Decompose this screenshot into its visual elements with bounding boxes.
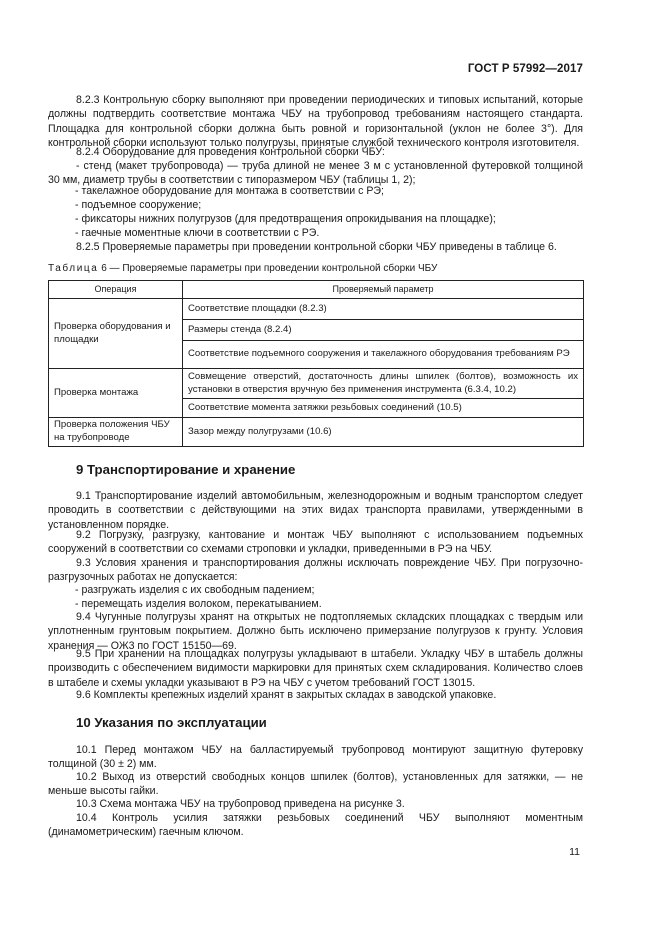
table-caption — [48, 262, 437, 276]
list-item: - стенд (макет трубопровода) — труба длиной не менее 3 м с установленной футеровкой толщиной 30 мм, диаметр трубы в соответствии с типоразмером ЧБУ (таблицы 1, 2); — [48, 160, 583, 187]
parameter-cell: Зазор между полугрузами (10.6) — [183, 418, 584, 447]
list-item: - такелажное оборудование для монтажа в соответствии с РЭ; — [75, 185, 384, 197]
paragraph-9-1: 9.1 Транспортирование изделий автомобильным, железнодорожным и водным транспортом следует проводить в соответствии с действующими на этих видах транспорта правилами, утвержденными в установленном порядке. — [48, 490, 583, 531]
paragraph-8-2-5: 8.2.5 Проверяемые параметры при проведении контрольной сборки ЧБУ приведены в таблице 6. — [76, 241, 557, 253]
paragraph-10-1: 10.1 Перед монтажом ЧБУ на балластируемый трубопровод монтируют защитную футеровку толщиной (30 ± 2) мм. — [48, 744, 583, 771]
paragraph-9-3: 9.3 Условия хранения и транспортирования должны исключать повреждение ЧБУ. При погрузочно-разгрузочных работах не допускается: — [48, 557, 583, 584]
list-item: - гаечные моментные ключи в соответствии с РЭ. — [75, 227, 320, 239]
paragraph-9-4: 9.4 Чугунные полугрузы хранят на открытых не подтопляемых складских площадках с твердым или уплотненным грунтовым покрытием. Должно быть исключено примерзание полугрузов к грунту. Условия хранения — ОЖ3 по ГОСТ 15150—69. — [48, 611, 583, 652]
section-9-heading: 9 Транспортирование и хранение — [76, 462, 296, 477]
table-row — [49, 369, 584, 399]
paragraph-9-5: 9.5 При хранении на площадках полугрузы укладывают в штабели. Укладку ЧБУ в штабель должны производить с обеспечением видимости маркировки для принятых схем складирования. Количество слоев в штабеле и схемы укладки указывают в РЭ на ЧБУ с учетом требований ГОСТ 13015. — [48, 648, 583, 689]
list-item: - разгружать изделия с их свободным падением; — [75, 584, 315, 596]
paragraph-10-3: 10.3 Схема монтажа ЧБУ на трубопровод приведена на рисунке 3. — [76, 798, 405, 810]
paragraph-10-4: 10.4 Контроль усилия затяжки резьбовых соединений ЧБУ выполняют моментным (динамометрическим) гаечным ключом. — [48, 812, 583, 839]
parameter-cell: Совмещение отверстий, достаточность длины шпилек (болтов), возможность их установки в отверстия вручную без применения инструмента (6.3.4, 10.2) — [183, 369, 584, 399]
list-item: - перемещать изделия волоком, перекатыванием. — [75, 598, 322, 610]
parameter-cell: Соответствие площадки (8.2.3) — [183, 299, 584, 320]
table-row — [49, 299, 584, 320]
column-header-operation: Операция — [49, 281, 183, 299]
paragraph-9-6: 9.6 Комплекты крепежных изделий хранят в закрытых складах в заводской упаковке. — [76, 689, 497, 701]
section-10-heading: 10 Указания по эксплуатации — [76, 715, 267, 730]
paragraph-10-2: 10.2 Выход из отверстий свободных концов шпилек (болтов), установленных для затяжки, — не меньше высоты гайки. — [48, 771, 583, 798]
table-caption-text: 6 — Проверяемые параметры при проведении контрольной сборки ЧБУ — [98, 263, 438, 274]
list-item: - фиксаторы нижних полугрузов (для предотвращения опрокидывания на площадке); — [75, 213, 496, 225]
operation-cell: Проверка монтажа — [49, 369, 183, 418]
parameter-cell: Соответствие момента затяжки резьбовых соединений (10.5) — [183, 399, 584, 418]
paragraph-8-2-4: 8.2.4 Оборудование для проведения контрольной сборки ЧБУ: — [76, 146, 385, 158]
paragraph-9-2: 9.2 Погрузку, разгрузку, кантование и монтаж ЧБУ выполняют с использованием подъемных сооружений в соответствии со схемами строповки и укладки, приведенными в РЭ на ЧБУ. — [48, 529, 583, 556]
table-header-row — [49, 281, 584, 299]
parameters-table — [48, 280, 584, 447]
parameter-cell: Размеры стенда (8.2.4) — [183, 320, 584, 341]
column-header-parameter: Проверяемый параметр — [183, 281, 584, 299]
parameter-cell: Соответствие подъемного сооружения и такелажного оборудования требованиям РЭ — [183, 341, 584, 369]
table-caption-label: Таблица — [48, 263, 99, 274]
operation-cell: Проверка оборудования и площадки — [49, 299, 183, 369]
table-row — [49, 418, 584, 447]
list-item: - подъемное сооружение; — [75, 199, 202, 211]
page-number: 11 — [569, 846, 580, 858]
standard-header: ГОСТ Р 57992—2017 — [467, 63, 583, 75]
operation-cell: Проверка положения ЧБУ на трубопроводе — [49, 418, 183, 447]
paragraph-8-2-3: 8.2.3 Контрольную сборку выполняют при проведении периодических и типовых испытаний, которые должны подтвердить соответствие монтажа ЧБУ на трубопровод требованиям настоящего стандарта. Площадка для контрольной сборки должна быть ровной и горизонтальной (уклон не более 3°). Для контрольной сборки используют только полугрузы, принятые службой технического контроля изготовителя. — [48, 94, 583, 149]
